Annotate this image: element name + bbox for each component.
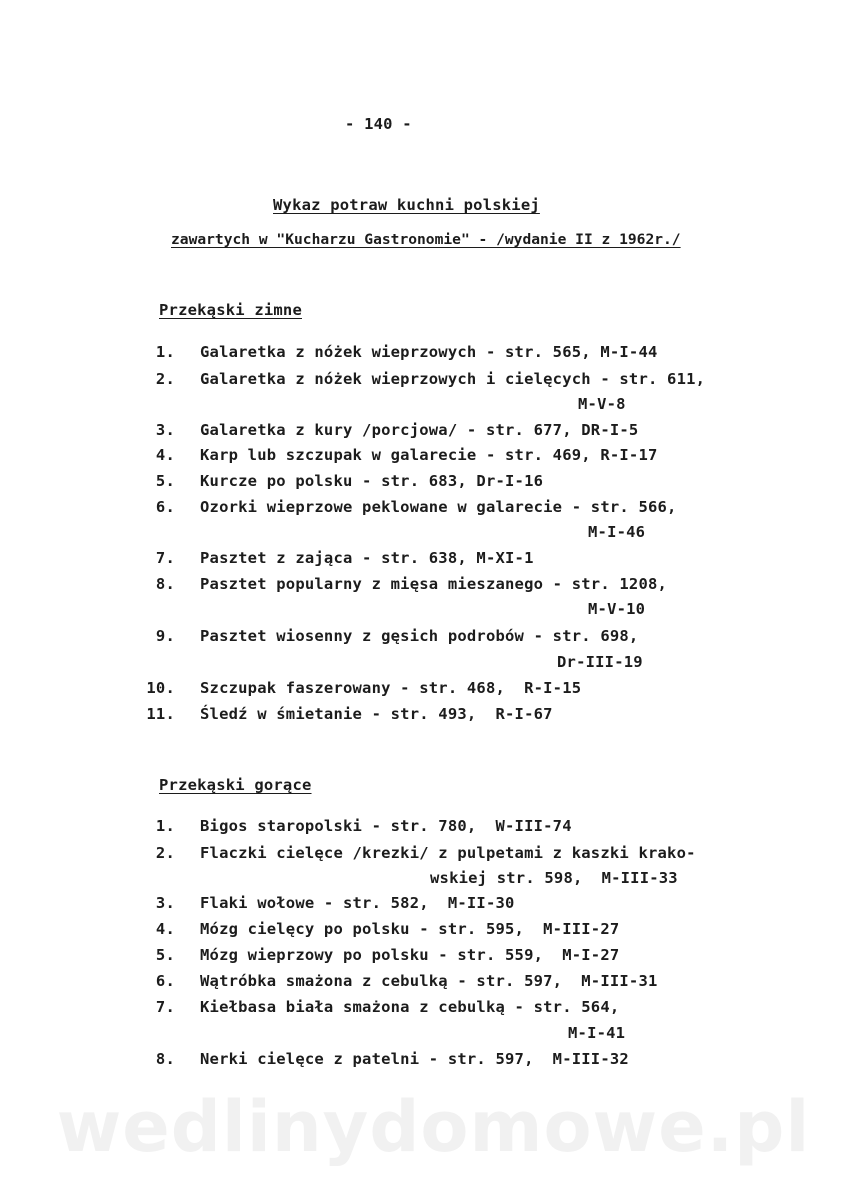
list-item-number: 2. [155,370,175,388]
list-item-number: 7. [155,998,175,1016]
list-item-text: Kurcze po polsku - str. 683, Dr-I-16 [200,472,544,490]
list-item-number: 11. [146,705,175,723]
list-item-number: 5. [155,946,175,964]
list-item-text: Pasztet wiosenny z gęsich podrobów - str. 698, [200,627,639,645]
list-item-number: 8. [155,575,175,593]
list-item-text: Flaki wołowe - str. 582, M-II-30 [200,894,515,912]
list-item-reference: M-V-8 [578,395,626,413]
list-item-text: Śledź w śmietanie - str. 493, R-I-67 [200,705,553,723]
list-item-number: 7. [155,549,175,567]
list-item-number: 9. [155,627,175,645]
list-item-number: 5. [155,472,175,490]
list-item-number: 1. [155,343,175,361]
list-item-number: 4. [155,920,175,938]
list-item-text: Pasztet popularny z mięsa mieszanego - str. 1208, [200,575,668,593]
list-item-reference: M-V-10 [588,600,646,618]
list-item-number: 3. [155,894,175,912]
list-item-number: 2. [155,844,175,862]
list-item-text: Ozorki wieprzowe peklowane w galarecie - str. 566, [200,498,677,516]
title-line-2: zawartych w "Kucharzu Gastronomie" - /wydanie II z 1962r./ [171,231,681,248]
list-item-number: 10. [146,679,175,697]
list-item-text: Nerki cielęce z patelni - str. 597, M-III-32 [200,1050,629,1068]
watermark: wedlinydomowe.pl [56,1086,811,1168]
list-item-text: Wątróbka smażona z cebulką - str. 597, M-III-31 [200,972,658,990]
list-item-text: Karp lub szczupak w galarecie - str. 469, R-I-17 [200,446,658,464]
list-item-text: Pasztet z zająca - str. 638, M-XI-1 [200,549,534,567]
list-item-text: Galaretka z nóżek wieprzowych i cielęcych - str. 611, [200,370,706,388]
list-item-number: 3. [155,421,175,439]
page-number: - 140 - [345,115,412,133]
list-item-number: 4. [155,446,175,464]
list-item-number: 6. [155,972,175,990]
list-item-reference: M-I-46 [588,523,646,541]
list-item-text: Mózg wieprzowy po polsku - str. 559, M-I-27 [200,946,620,964]
list-item-number: 6. [155,498,175,516]
list-item-text: Bigos staropolski - str. 780, W-III-74 [200,817,572,835]
list-item-text: Kiełbasa biała smażona z cebulką - str. 564, [200,998,620,1016]
list-item-number: 1. [155,817,175,835]
title-line-1: Wykaz potraw kuchni polskiej [273,196,540,214]
list-item-text: Mózg cielęcy po polsku - str. 595, M-III-27 [200,920,620,938]
list-item-text: Szczupak faszerowany - str. 468, R-I-15 [200,679,582,697]
list-item-reference: M-I-41 [568,1024,626,1042]
list-item-reference: wskiej str. 598, M-III-33 [430,869,678,887]
list-item-text: Flaczki cielęce /krezki/ z pulpetami z kaszki krako- [200,844,696,862]
section-heading-cold-appetizers: Przekąski zimne [159,301,302,319]
list-item-reference: Dr-III-19 [557,653,643,671]
list-item-text: Galaretka z kury /porcjowa/ - str. 677, DR-I-5 [200,421,639,439]
section-heading-hot-appetizers: Przekąski gorące [159,776,312,794]
list-item-text: Galaretka z nóżek wieprzowych - str. 565, M-I-44 [200,343,658,361]
list-item-number: 8. [155,1050,175,1068]
